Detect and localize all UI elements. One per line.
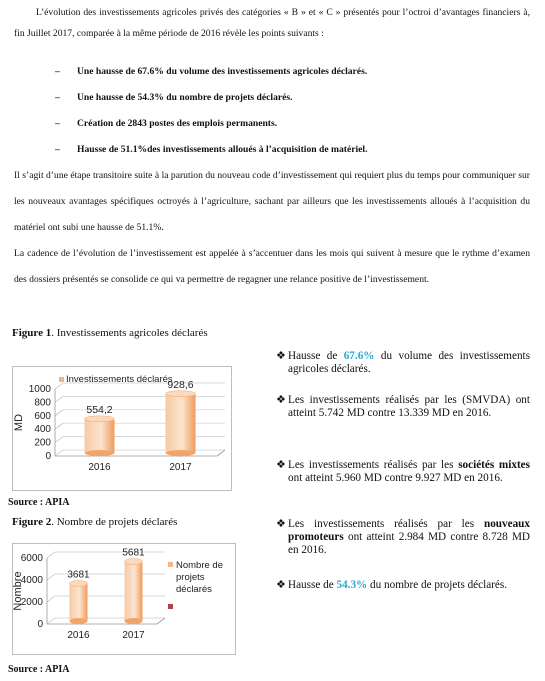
diamond-bullet-icon: ❖ bbox=[276, 350, 286, 362]
bar bbox=[166, 394, 196, 453]
dash-marker: – bbox=[55, 66, 60, 77]
right-bullet-segment: ont atteint 5.960 MD contre 9.927 MD en 2016. bbox=[288, 472, 503, 484]
gridline-depth bbox=[55, 423, 63, 429]
right-bullet-text bbox=[278, 579, 530, 592]
right-bullet-segment: Hausse de bbox=[288, 579, 337, 591]
bar bbox=[85, 419, 115, 453]
bar-top bbox=[166, 391, 196, 397]
figure-label: Figure 1 bbox=[12, 327, 52, 339]
bar-base bbox=[125, 618, 143, 624]
gridline-depth bbox=[55, 383, 63, 389]
right-bullet-segment: 54.3% bbox=[336, 579, 368, 591]
right-bullet-segment: Les investissements réalisés par les (SMVDA) ont atteint 5.742 MD contre 13.339 MD en 2016. bbox=[288, 394, 530, 419]
y-tick-label: 0 bbox=[45, 451, 51, 462]
right-bullet bbox=[278, 350, 530, 376]
y-tick-label: 6000 bbox=[20, 553, 43, 564]
chart-2-frame bbox=[12, 543, 236, 655]
bullet-text: Une hausse de 54.3% du nombre de projets déclarés. bbox=[77, 92, 293, 103]
bar-top bbox=[85, 416, 115, 422]
right-bullet-segment: Les investissements réalisés par les bbox=[288, 518, 484, 530]
right-bullet-text bbox=[278, 459, 530, 485]
bullet-item bbox=[55, 144, 367, 155]
x-tick-label: 2016 bbox=[67, 630, 90, 641]
gridline-depth bbox=[47, 574, 55, 580]
y-tick-label: 2000 bbox=[20, 597, 43, 608]
right-bullet-text bbox=[278, 350, 530, 376]
right-bullet-segment: du volume des investissements agricoles déclarés. bbox=[288, 350, 530, 375]
right-bullet bbox=[278, 459, 530, 485]
intro-paragraph: L’évolution des investissements agricoles privés des catégories « B » et « C » présentés pour l’octroi d’avantages financiers à, fin Juillet 2017, comparée à la même période de 2016 révèle les points suivants : bbox=[14, 7, 530, 39]
legend-label-line: Nombre de bbox=[176, 560, 223, 571]
chart-2-svg bbox=[13, 544, 235, 654]
gridline-depth bbox=[55, 410, 63, 416]
right-bullet-segment: du nombre de projets déclarés. bbox=[367, 579, 508, 591]
figure-1-source: Source : APIA bbox=[8, 497, 70, 508]
dash-marker: – bbox=[55, 92, 60, 103]
y-tick-label: 800 bbox=[34, 397, 51, 409]
gridline-depth bbox=[55, 437, 63, 443]
legend-swatch bbox=[168, 604, 173, 609]
x-tick-label: 2016 bbox=[88, 462, 111, 473]
right-bullet bbox=[278, 579, 530, 592]
bar-base bbox=[70, 618, 88, 624]
legend-label-line: projets bbox=[176, 572, 205, 583]
dash-marker: – bbox=[55, 118, 60, 129]
bullet-item bbox=[55, 92, 293, 103]
bar bbox=[125, 562, 143, 621]
dash-marker: – bbox=[55, 144, 60, 155]
gridline-depth bbox=[55, 450, 63, 456]
gridline-depth bbox=[47, 596, 55, 602]
data-label: 928,6 bbox=[167, 378, 194, 391]
y-tick-label: 4000 bbox=[20, 575, 43, 586]
y-axis-label: Nombre bbox=[13, 571, 24, 611]
figure-2-caption bbox=[12, 516, 177, 528]
gridline-depth bbox=[47, 618, 55, 624]
figure-title: . Nombre de projets déclarés bbox=[51, 516, 178, 528]
bullet-item bbox=[55, 66, 367, 77]
y-tick-label: 200 bbox=[34, 437, 51, 449]
chart-1-frame bbox=[12, 366, 232, 491]
right-bullet-text bbox=[278, 518, 530, 557]
data-label: 5681 bbox=[122, 547, 145, 559]
bar-top bbox=[125, 559, 143, 565]
x-tick-label: 2017 bbox=[122, 630, 145, 641]
figure-2-source: Source : APIA bbox=[8, 664, 70, 675]
chart-1-svg bbox=[13, 367, 231, 490]
right-bullet-segment: sociétés mixtes bbox=[458, 459, 530, 471]
bar-base bbox=[85, 450, 115, 456]
data-label: 554,2 bbox=[86, 403, 113, 416]
bar-top bbox=[70, 581, 88, 587]
right-bullet-segment: nouveaux promoteurs bbox=[288, 518, 530, 543]
bar-base bbox=[166, 450, 196, 456]
right-bullet bbox=[278, 518, 530, 557]
right-bullet bbox=[278, 394, 530, 420]
right-bullet-segment: 67.6% bbox=[343, 350, 375, 362]
diamond-bullet-icon: ❖ bbox=[276, 579, 286, 591]
figure-label: Figure 2 bbox=[12, 516, 52, 528]
figure-1-caption bbox=[12, 327, 208, 339]
legend-swatch bbox=[168, 562, 173, 567]
body-paragraph: La cadence de l’évolution de l’investissement est appelée à s’accentuer dans les mois qui suivent à mesure que le rythme d’examen des dossiers présentés se consolide ce qui va permettre de regagner une relance positive de l’investissement. bbox=[14, 248, 530, 285]
legend-label-line: déclarés bbox=[176, 584, 212, 595]
y-tick-label: 0 bbox=[37, 619, 43, 630]
y-tick-label: 1000 bbox=[28, 384, 51, 395]
right-bullet-segment: Hausse de bbox=[288, 350, 344, 362]
y-tick-label: 600 bbox=[34, 410, 51, 422]
y-tick-label: 400 bbox=[34, 424, 51, 436]
bullet-text: Une hausse de 67.6% du volume des investissements agricoles déclarés. bbox=[77, 66, 368, 77]
data-label: 3681 bbox=[67, 569, 90, 581]
bar bbox=[70, 584, 88, 621]
figure-title: . Investissements agricoles déclarés bbox=[51, 327, 208, 339]
body-paragraph: Il s’agit d’une étape transitoire suite à la parution du nouveau code d’investissement qui requiert plus du temps pour communiquer sur les nouveaux avantages spécifiques octroyés à l’agriculture, sachant par ailleurs que les investissements alloués à l’acquisition du matériel ont subi une hausse de 51.1%. bbox=[14, 170, 530, 233]
legend-swatch bbox=[59, 377, 64, 382]
bullet-text: Hausse de 51.1%des investissements alloués à l’acquisition de matériel. bbox=[77, 144, 368, 155]
gridline-depth bbox=[47, 552, 55, 558]
y-axis-label: MD bbox=[13, 413, 25, 432]
right-bullet-segment: Les investissements réalisés par les bbox=[288, 459, 459, 471]
gridline-depth bbox=[55, 396, 63, 402]
floor-edge bbox=[217, 450, 225, 456]
diamond-bullet-icon: ❖ bbox=[276, 459, 286, 471]
bullet-text: Création de 2843 postes des emplois permanents. bbox=[77, 118, 278, 129]
right-bullet-text bbox=[278, 394, 530, 420]
diamond-bullet-icon: ❖ bbox=[276, 518, 286, 530]
floor-edge bbox=[157, 618, 165, 624]
right-bullet-segment: ont atteint 2.984 MD contre 8.728 MD en 2016. bbox=[288, 531, 530, 556]
bullet-item bbox=[55, 118, 277, 129]
diamond-bullet-icon: ❖ bbox=[276, 394, 286, 406]
x-tick-label: 2017 bbox=[169, 462, 192, 473]
legend-label: Investissements déclarés bbox=[66, 374, 173, 385]
